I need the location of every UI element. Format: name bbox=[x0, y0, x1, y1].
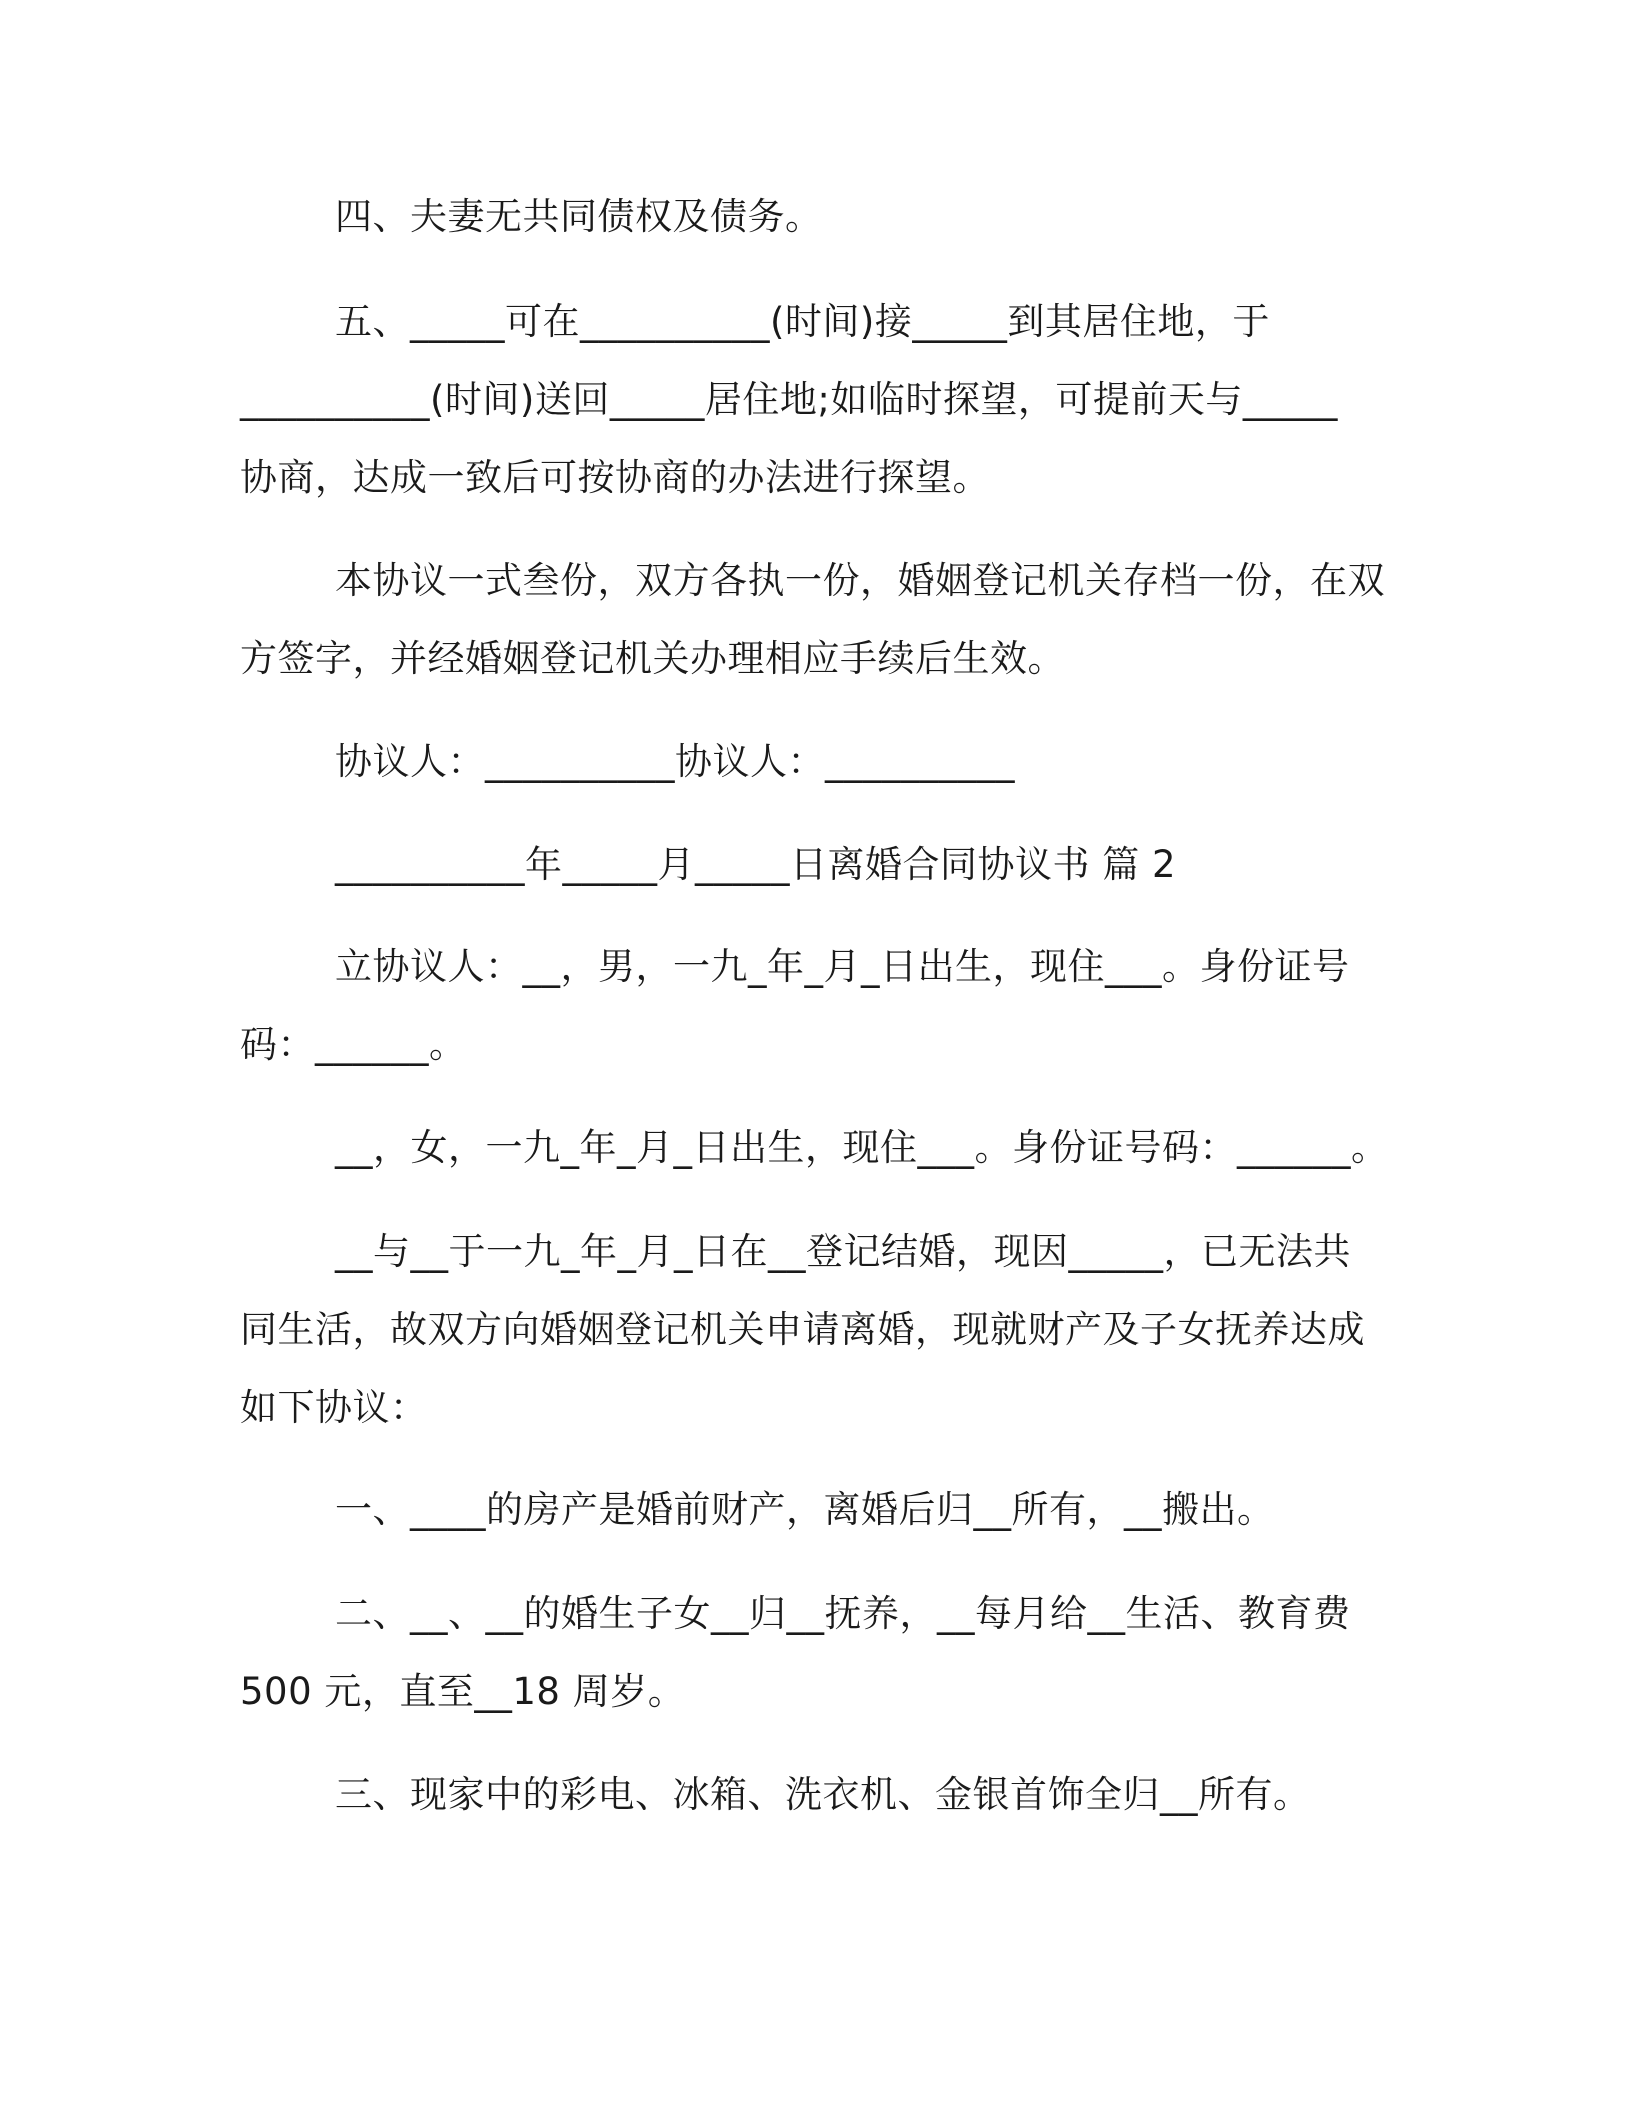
text-line: 五、_____可在__________(时间)接_____到其居住地，于 bbox=[335, 300, 1270, 343]
paragraph-party-female bbox=[240, 1109, 1400, 1187]
date-and-heading bbox=[240, 826, 1400, 904]
text-line: 方签字，并经婚姻登记机关办理相应手续后生效。 bbox=[240, 637, 1065, 680]
text-line: 二、__、__的婚生子女__归__抚养，__每月给__生活、教育费 bbox=[335, 1592, 1351, 1635]
text-line: __________年_____月_____日离婚合同协议书 篇 2 bbox=[335, 843, 1177, 886]
text-line: 本协议一式叁份，双方各执一份，婚姻登记机关存档一份，在双 bbox=[335, 559, 1385, 602]
clause-one bbox=[240, 1471, 1400, 1549]
clause-three bbox=[240, 1756, 1400, 1834]
text-line: 一、____的房产是婚前财产，离婚后归__所有，__搬出。 bbox=[335, 1488, 1275, 1531]
text-line: 同生活，故双方向婚姻登记机关申请离婚，现就财产及子女抚养达成 bbox=[240, 1308, 1365, 1351]
text-line: 立协议人：__，男，一九_年_月_日出生，现住___。身份证号 bbox=[335, 945, 1350, 988]
text-line: 协议人：__________协议人：__________ bbox=[335, 740, 1015, 783]
text-line: 协商，达成一致后可按协商的办法进行探望。 bbox=[240, 456, 990, 499]
text-line: 500 元，直至__18 周岁。 bbox=[240, 1670, 686, 1713]
text-line: 四、夫妻无共同债权及债务。 bbox=[335, 195, 823, 238]
text-line: 如下协议： bbox=[240, 1386, 428, 1429]
paragraph-marriage-info bbox=[240, 1213, 1400, 1447]
paragraph-visitation bbox=[240, 283, 1400, 517]
paragraph-copies bbox=[240, 542, 1400, 698]
text-line: __与__于一九_年_月_日在__登记结婚，现因_____，已无法共 bbox=[335, 1230, 1351, 1273]
text-line: 三、现家中的彩电、冰箱、洗衣机、金银首饰全归__所有。 bbox=[335, 1773, 1311, 1816]
signature-line bbox=[240, 723, 1400, 801]
clause-two bbox=[240, 1575, 1400, 1731]
paragraph-debts bbox=[240, 178, 1400, 256]
text-line: 码：______。 bbox=[240, 1023, 467, 1066]
paragraph-party-male bbox=[240, 928, 1400, 1084]
text-line: __，女，一九_年_月_日出生，现住___。身份证号码：______。 bbox=[335, 1126, 1389, 1169]
text-line: __________(时间)送回_____居住地;如临时探望，可提前天与_____ bbox=[240, 378, 1338, 421]
